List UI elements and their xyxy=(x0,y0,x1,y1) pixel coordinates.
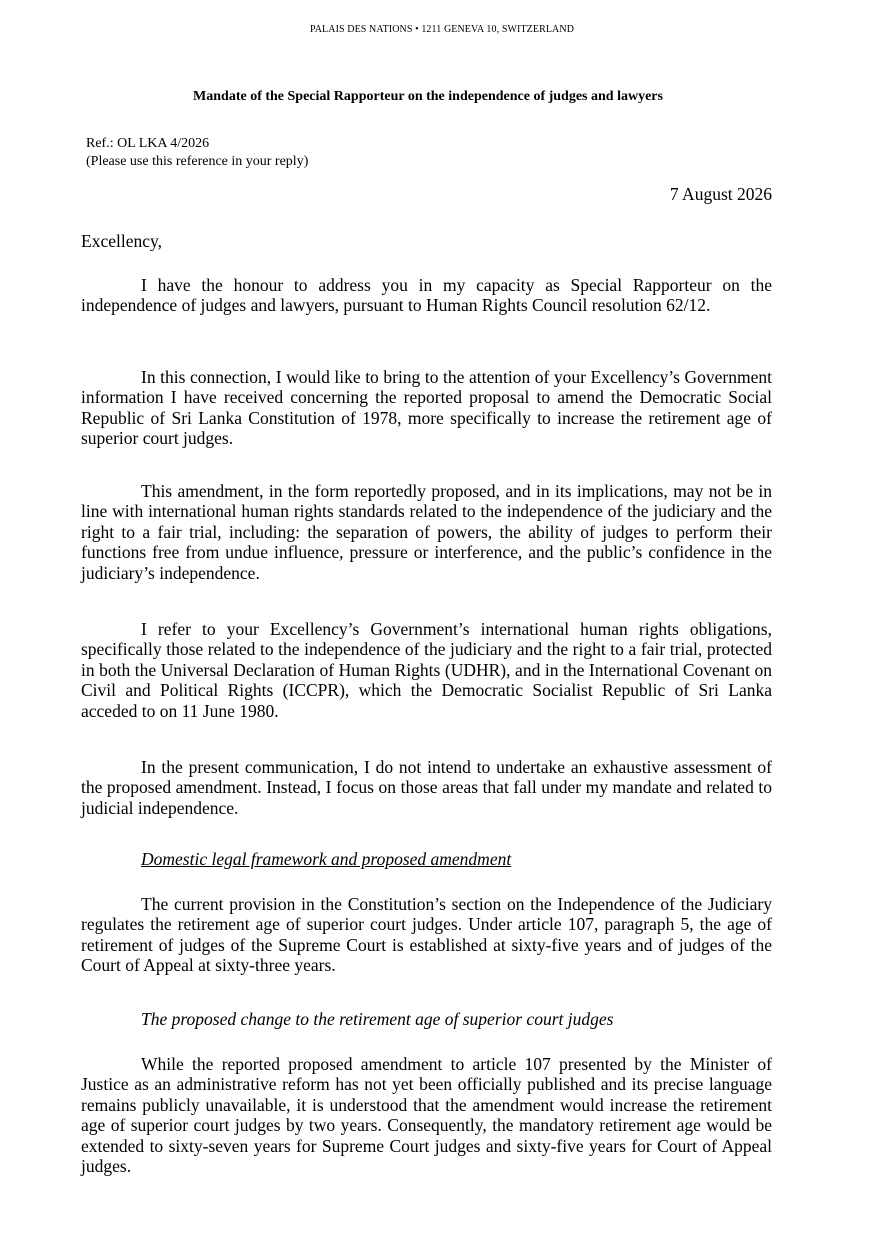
paragraph-obligations xyxy=(81,619,772,721)
paragraph-connection xyxy=(81,367,772,449)
reference-block xyxy=(86,135,308,171)
salutation: Excellency, xyxy=(81,231,162,251)
paragraph-text: In the present communication, I do not intend to undertake an exhaustive assessment of the proposed amendment. Instead, I focus on those areas that fall under my mandate and related to judicial independence. xyxy=(81,757,772,818)
paragraph-text: I have the honour to address you in my capacity as Special Rapporteur on the independence of judges and lawyers, pursuant to Human Rights Council resolution 62/12. xyxy=(81,275,772,316)
paragraph-current-provision xyxy=(81,894,772,976)
letter-date: 7 August 2026 xyxy=(669,184,772,204)
paragraph-proposed-amendment xyxy=(81,1054,772,1176)
header-address: PALAIS DES NATIONS • 1211 GENEVA 10, SWITZERLAND xyxy=(309,24,575,35)
paragraph-scope xyxy=(81,757,772,818)
paragraph-text: In this connection, I would like to bring to the attention of your Excellency’s Government information I have received concerning the reported proposal to amend the Democratic Social Republic of Sri Lanka Constitution of 1978, more specifically to increase the retirement age of superior court judges. xyxy=(81,367,772,449)
reference-number: Ref.: OL LKA 4/2026 xyxy=(86,136,210,151)
paragraph-amendment xyxy=(81,481,772,583)
heading-domestic-framework: Domestic legal framework and proposed amendment xyxy=(141,849,512,869)
reference-note: (Please use this reference in your reply) xyxy=(86,154,309,169)
paragraph-text: This amendment, in the form reportedly proposed, and in its implications, may not be in line with international human rights standards related to the independence of the judiciary and the right to a fair trial, including: the separation of powers, the ability of judges to perform their functions free from undue influence, pressure or interference, and the public’s confidence in the judiciary’s independence. xyxy=(81,481,772,583)
mandate-title: Mandate of the Special Rapporteur on the independence of judges and lawyers xyxy=(193,89,663,104)
paragraph-mandate xyxy=(81,275,772,316)
paragraph-text: I refer to your Excellency’s Government’s international human rights obligations, specifically those related to the independence of the judiciary and the right to a fair trial, protected in both the Universal Declaration of Human Rights (UDHR), and in the International Covenant on Civil and Political Rights (ICCPR), which the Democratic Socialist Republic of Sri Lanka acceded to on 11 June 1980. xyxy=(81,619,772,721)
paragraph-text: The current provision in the Constitution’s section on the Independence of the Judiciary regulates the retirement age of superior court judges. Under article 107, paragraph 5, the age of retirement of judges of the Supreme Court is established at sixty-five years and of judges of the Court of Appeal at sixty-three years. xyxy=(81,894,772,976)
heading-proposed-change: The proposed change to the retirement age of superior court judges xyxy=(141,1009,614,1029)
paragraph-text: While the reported proposed amendment to article 107 presented by the Minister of Justice as an administrative reform has not yet been officially published and its precise language remains publicly unavailable, it is understood that the amendment would increase the retirement age of superior court judges by two years. Consequently, the mandatory retirement age would be extended to sixty-seven years for Supreme Court judges and sixty-five years for Court of Appeal judges. xyxy=(81,1054,772,1177)
